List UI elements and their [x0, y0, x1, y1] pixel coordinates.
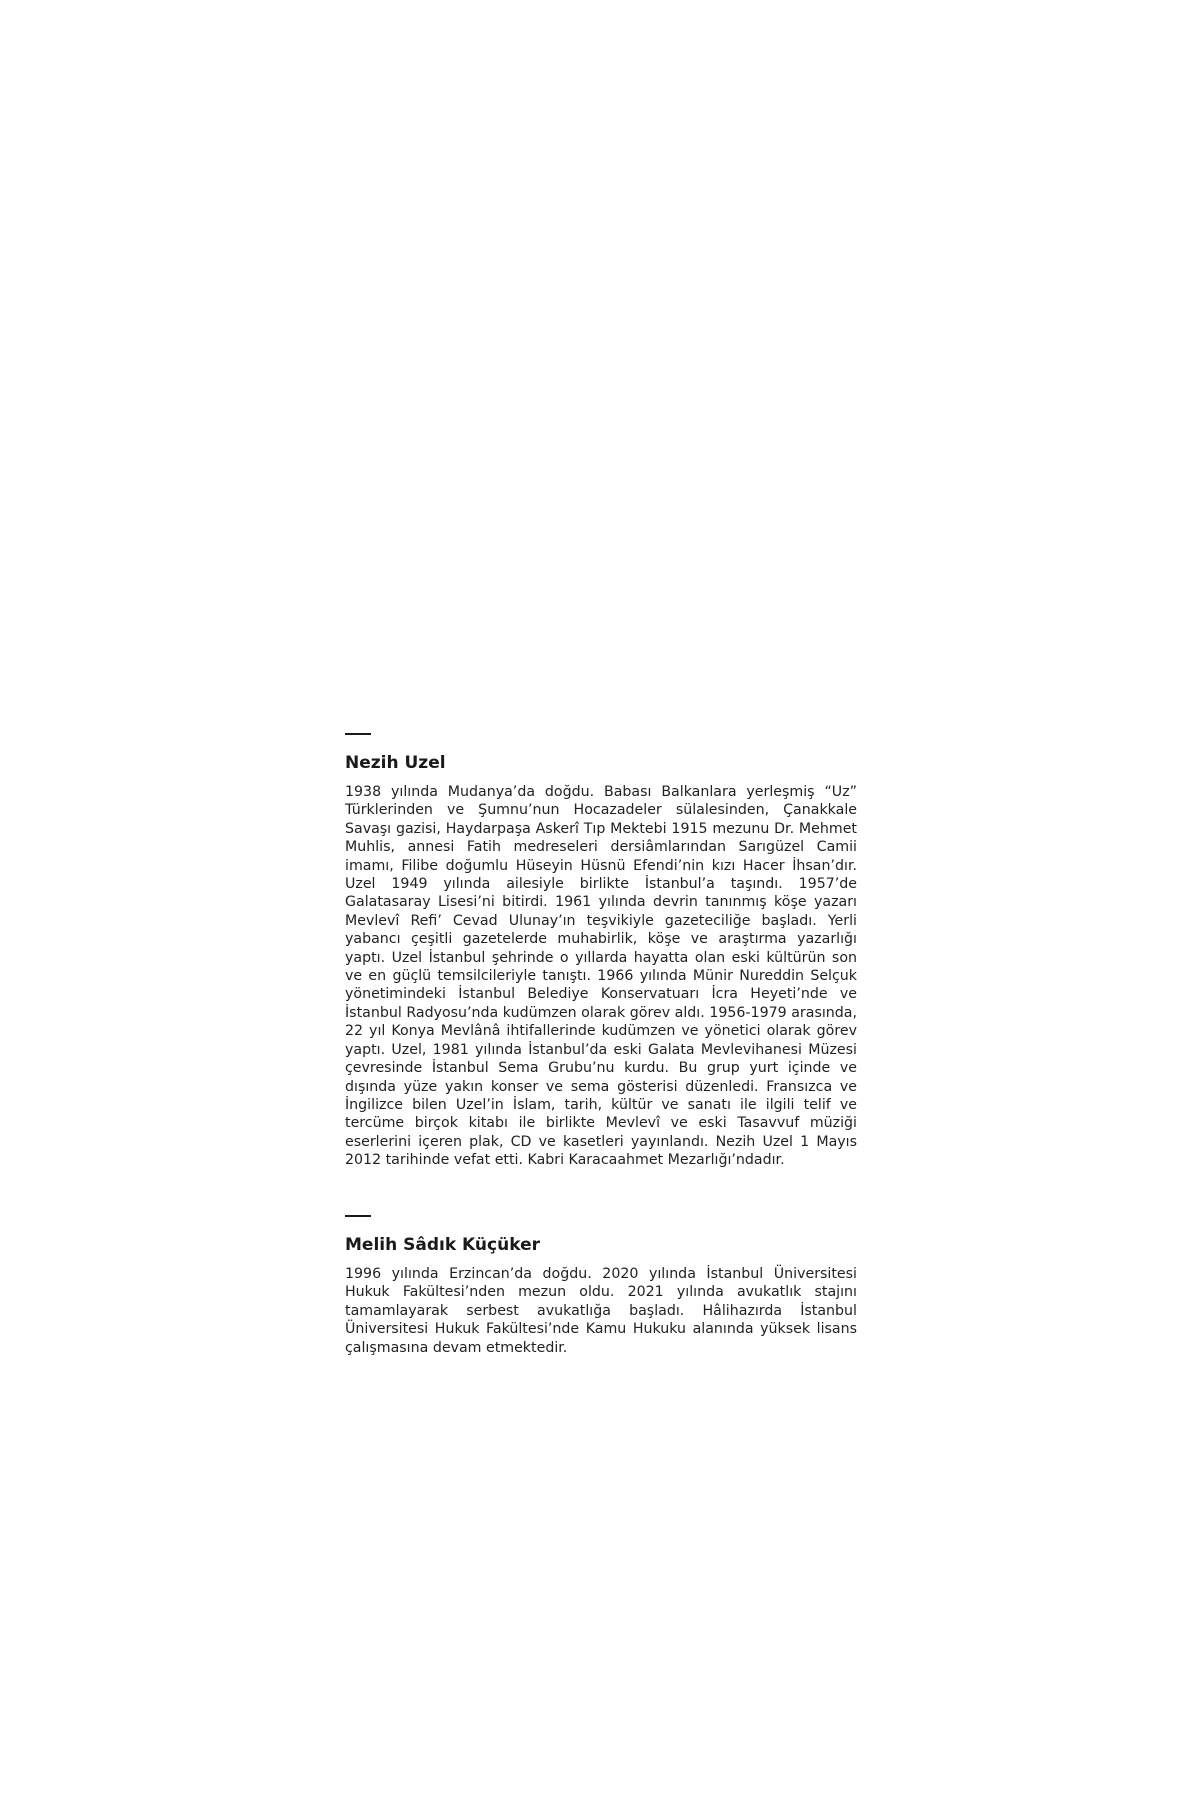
biography-melih-sadik-kucuker: [345, 1215, 857, 1357]
author-biography: 1938 yılında Mudanya’da doğdu. Babası Balkanlara yerleşmiş “Uz” Türklerinden ve Şumnu’nun Hocazadeler sülalesinden, Çanakkale Savaşı gazisi, Haydarpaşa Askerî Tıp Mektebi 1915 mezunu Dr. Mehmet Muhlis, annesi Fatih medreseleri dersiâmlarından Sarıgüzel Camii imamı, Filibe doğumlu Hüseyin Hüsnü Efendi’nin kızı Hacer İhsan’dır. Uzel 1949 yılında ailesiyle birlikte İstanbul’a taşındı. 1957’de Galatasaray Lisesi’ni bitirdi. 1961 yılında devrin tanınmış köşe yazarı Mevlevî Refi’ Cevad Ulunay’ın teşvikiyle gazeteciliğe başladı. Yerli yabancı çeşitli gazetelerde muhabirlik, köşe ve araştırma yazarlığı yaptı. Uzel İstanbul şehrinde o yıllarda hayatta olan eski kültürün son ve en güçlü temsilcileriyle tanıştı. 1966 yılında Münir Nureddin Selçuk yönetimindeki İstanbul Belediye Konservatuarı İcra Heyeti’nde ve İstanbul Radyosu’nda kudümzen olarak görev aldı. 1956-1979 arasında, 22 yıl Konya Mevlânâ ihtifallerinde kudümzen ve yönetici olarak görev yaptı. Uzel, 1981 yılında İstanbul’da eski Galata Mevlevihanesi Müzesi çevresinde İstanbul Sema Grubu’nu kurdu. Bu grup yurt içinde ve dışında yüze yakın konser ve sema gösterisi düzenledi. Fransızca ve İngilizce bilen Uzel’in İslam, tarih, kültür ve sanatı ile ilgili telif ve tercüme birçok kitabı ile birlikte Mevlevî ve eski Tasavvuf müziği eserlerini içeren plak, CD ve kasetleri yayınlandı. Nezih Uzel 1 Mayıs 2012 tarihinde vefat etti. Kabri Karacaahmet Mezarlığı’ndadır.: [345, 784, 857, 1169]
biography-nezih-uzel: [345, 733, 857, 1170]
author-name: Melih Sâdık Küçüker: [345, 1235, 540, 1255]
author-name: Nezih Uzel: [345, 753, 446, 773]
section-divider: [345, 733, 371, 735]
section-divider: [345, 1215, 371, 1217]
author-biography: 1996 yılında Erzincan’da doğdu. 2020 yılında İstanbul Üniversitesi Hukuk Fakültesi’nden mezun oldu. 2021 yılında avukatlık stajını tamamlayarak serbest avukatlığa başladı. Hâlihazırda İstanbul Üniversitesi Hukuk Fakültesi’nde Kamu Hukuku alanında yüksek lisans çalışmasına devam etmektedir.: [345, 1266, 857, 1356]
